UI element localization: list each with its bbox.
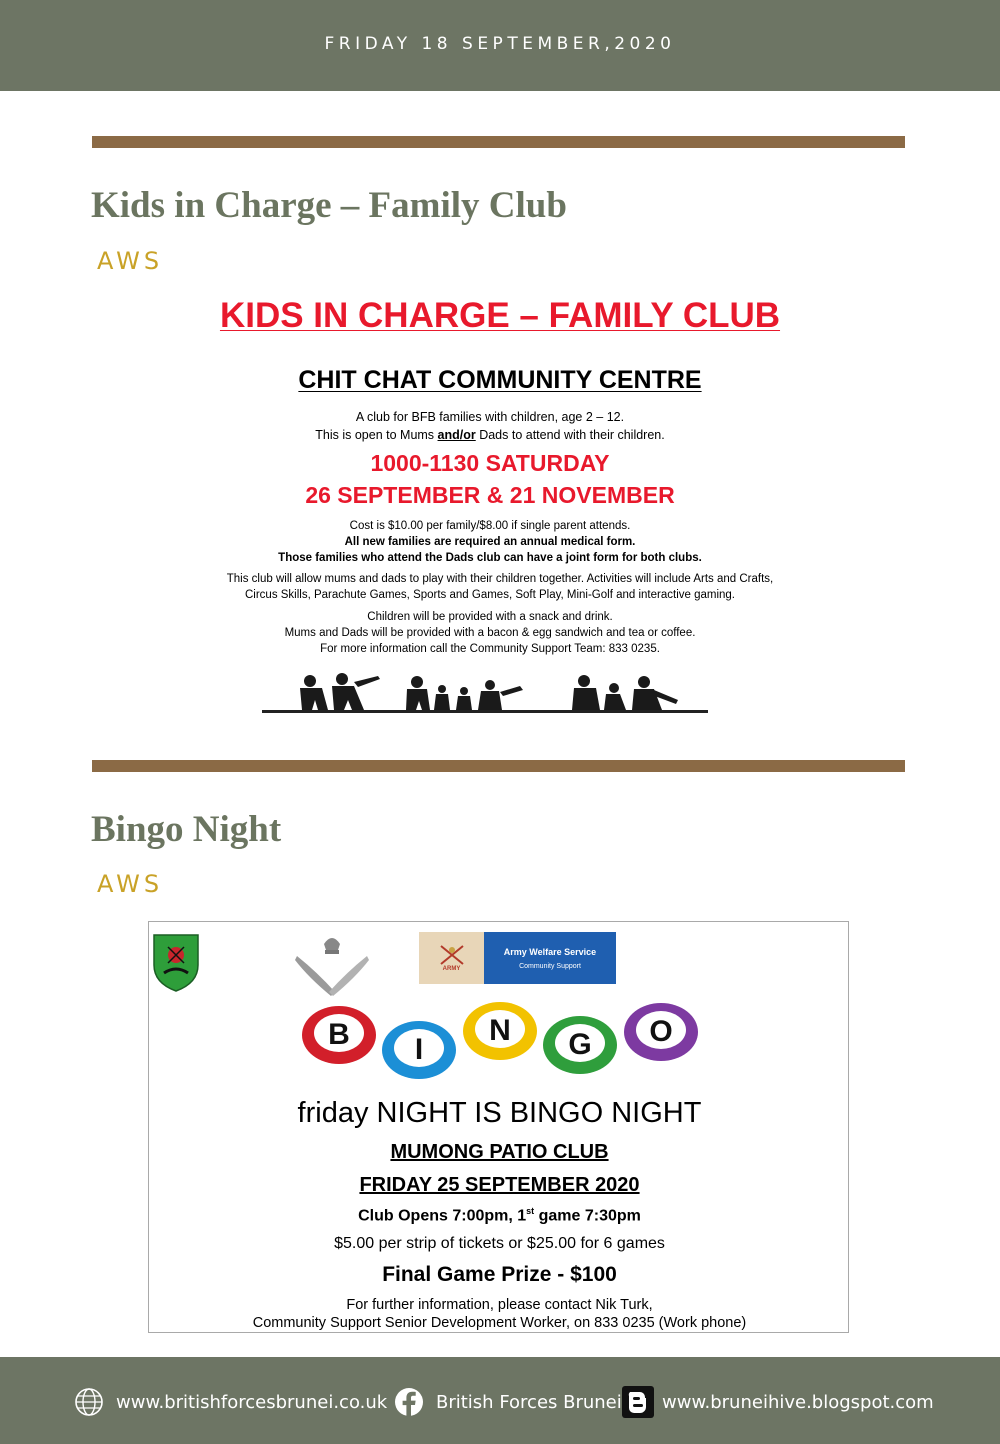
bingo-ball-b: [301, 1005, 377, 1070]
aws-logo-title: Army Welfare Service: [503, 946, 597, 957]
bingo-contact-info: Community Support Senior Development Worker, on 833 0235 (Work phone): [252, 1315, 747, 1331]
crossed-swords-icon: [439, 944, 465, 966]
footer-band: [0, 1357, 1000, 1444]
bingo-opening-times: Club Opens 7:00pm, 1st game 7:30pm: [358, 1206, 641, 1225]
globe-icon: [74, 1387, 104, 1417]
army-word: ARMY: [442, 966, 461, 972]
flyer-dates: 26 SEPTEMBER & 21 NOVEMBER: [305, 482, 675, 508]
footer-facebook-link[interactable]: [394, 1387, 622, 1417]
header-date: FRIDAY 18 SEPTEMBER,2020: [324, 33, 676, 54]
flyer-intro-line: A club for BFB families with children, age 2 – 12.: [355, 410, 625, 424]
header-band: [0, 0, 1000, 91]
flyer-activities: Circus Skills, Parachute Games, Sports and Games, Soft Play, Mini-Golf and interactive gaming.: [244, 589, 735, 601]
flyer-venue: CHIT CHAT COMMUNITY CENTRE: [298, 366, 702, 394]
section-title: Kids in Charge – Family Club: [91, 185, 567, 226]
flyer-sandwich: Mums and Dads will be provided with a bacon & egg sandwich and tea or coffee.: [284, 627, 696, 639]
footer-website-text: www.britishforcesbrunei.co.uk: [116, 1391, 388, 1413]
footer-facebook-text: British Forces Brunei: [436, 1391, 622, 1413]
kids-club-flyer: [150, 290, 850, 730]
family-silhouettes-image: [262, 672, 712, 716]
crest-shield-logo: [152, 933, 200, 993]
bingo-flyer: [148, 921, 849, 1333]
bingo-letter: B: [328, 1018, 350, 1051]
bingo-venue: MUMONG PATIO CLUB: [390, 1141, 609, 1163]
army-badge-icon: [419, 932, 484, 984]
flyer-cost: Cost is $10.00 per family/$8.00 if single parent attends.: [349, 520, 631, 532]
facebook-icon: [394, 1387, 424, 1417]
bingo-letter: N: [489, 1014, 511, 1047]
gurkha-crest-logo: [291, 932, 373, 996]
blogger-icon: [622, 1386, 654, 1418]
flyer-snack: Children will be provided with a snack and drink.: [367, 611, 613, 623]
section-divider: [92, 760, 905, 772]
section-subtitle: AWS: [97, 870, 164, 898]
section-title: Bingo Night: [91, 809, 282, 850]
section-divider: [92, 136, 905, 148]
bingo-date: FRIDAY 25 SEPTEMBER 2020: [359, 1174, 640, 1196]
section-subtitle: AWS: [97, 247, 164, 275]
bingo-ball-n: [462, 1001, 538, 1066]
footer-blog-text: www.bruneihive.blogspot.com: [662, 1391, 934, 1413]
bingo-letter: O: [649, 1015, 673, 1048]
bingo-contact-info: For further information, please contact Nik Turk,: [346, 1297, 653, 1313]
footer-website-link[interactable]: [74, 1387, 387, 1417]
army-welfare-service-logo: [419, 932, 616, 984]
bingo-ball-g: [542, 1015, 618, 1080]
bingo-headline: friday NIGHT IS BINGO NIGHT: [297, 1097, 702, 1129]
flyer-time: 1000-1130 SATURDAY: [370, 450, 610, 476]
flyer-intro-line: This is open to Mums and/or Dads to attend with their children.: [315, 428, 665, 442]
bingo-ball-o: [623, 1002, 699, 1067]
aws-logo-subtitle: Community Support: [519, 962, 581, 970]
bingo-price: $5.00 per strip of tickets or $25.00 for 6 games: [334, 1235, 665, 1252]
flyer-headline: KIDS IN CHARGE – FAMILY CLUB: [219, 296, 781, 335]
flyer-activities: This club will allow mums and dads to play with their children together. Activities will include Arts and Crafts,: [226, 573, 774, 585]
bingo-prize: Final Game Prize - $100: [382, 1263, 617, 1286]
flyer-joint-form: Those families who attend the Dads club can have a joint form for both clubs.: [278, 552, 702, 564]
bingo-letter: G: [568, 1028, 592, 1061]
footer-blog-link[interactable]: [622, 1387, 934, 1417]
bingo-ball-i: [381, 1020, 457, 1085]
flyer-contact: For more information call the Community Support Team: 833 0235.: [320, 643, 660, 655]
bingo-letter: I: [414, 1033, 424, 1066]
flyer-medical: All new families are required an annual medical form.: [344, 536, 636, 548]
